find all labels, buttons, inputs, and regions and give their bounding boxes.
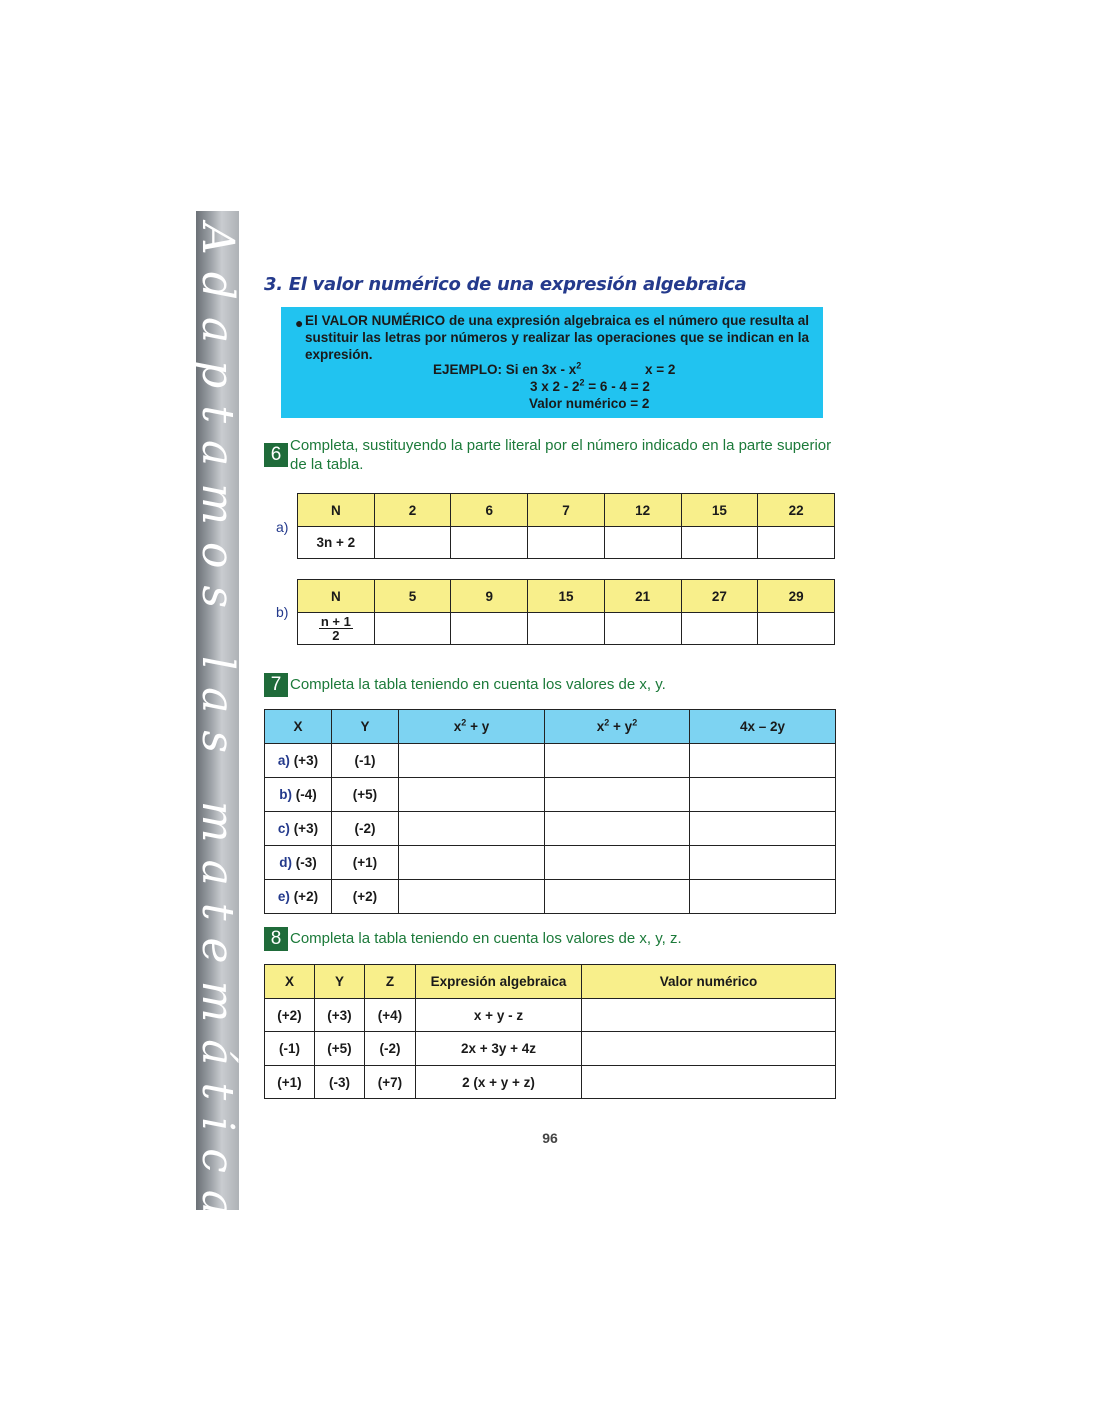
header-n: N bbox=[298, 580, 375, 613]
header-x: X bbox=[265, 710, 332, 744]
exercise-8-badge: 8 bbox=[264, 927, 288, 951]
answer-cell[interactable] bbox=[399, 812, 545, 846]
header-value: 12 bbox=[604, 494, 681, 527]
y-cell: (+5) bbox=[332, 778, 399, 812]
row-label: c) bbox=[277, 821, 290, 836]
x-cell bbox=[265, 778, 332, 812]
answer-cell[interactable] bbox=[582, 999, 836, 1032]
header-value: 21 bbox=[604, 580, 681, 613]
answer-cell[interactable] bbox=[545, 812, 690, 846]
answer-cell[interactable] bbox=[399, 846, 545, 880]
example-exponent: 2 bbox=[576, 360, 582, 371]
header-part: x bbox=[453, 719, 462, 734]
answer-cell[interactable] bbox=[545, 744, 690, 778]
header-value: 9 bbox=[451, 580, 528, 613]
header-part: + y bbox=[609, 719, 633, 734]
header-x2-plus-y bbox=[399, 710, 545, 744]
expression-cell: 2x + 3y + 4z bbox=[416, 1032, 582, 1066]
answer-cell[interactable] bbox=[545, 846, 690, 880]
exercise-6-instruction: Completa, sustituyendo la parte literal por el número indicado en la parte superior de la tabla. bbox=[290, 437, 832, 473]
calc-part-a: 3 x 2 - 2 bbox=[530, 379, 580, 394]
answer-cell[interactable] bbox=[374, 527, 451, 559]
header-value: 27 bbox=[681, 580, 758, 613]
header-expression: Expresión algebraica bbox=[416, 965, 582, 999]
side-band-text: Adaptamos las matemáticas bbox=[192, 223, 243, 1273]
x-cell bbox=[265, 812, 332, 846]
y-cell: (+2) bbox=[332, 880, 399, 914]
header-4x-minus-2y: 4x – 2y bbox=[690, 710, 836, 744]
header-exponent: 2 bbox=[461, 717, 467, 728]
answer-cell[interactable] bbox=[399, 778, 545, 812]
calc-part-b: = 6 - 4 = 2 bbox=[584, 379, 650, 394]
exercise-8-table bbox=[264, 964, 836, 1099]
answer-cell[interactable] bbox=[374, 613, 451, 645]
y-cell: (-3) bbox=[315, 1066, 365, 1099]
example-result: Valor numérico = 2 bbox=[529, 396, 650, 411]
header-part: x bbox=[596, 719, 605, 734]
answer-cell[interactable] bbox=[399, 880, 545, 914]
header-y: Y bbox=[332, 710, 399, 744]
expression-cell: 2 (x + y + z) bbox=[416, 1066, 582, 1099]
answer-cell[interactable] bbox=[690, 812, 836, 846]
z-cell: (+7) bbox=[365, 1066, 416, 1099]
exercise-7-badge: 7 bbox=[264, 673, 288, 697]
side-band bbox=[192, 211, 243, 1273]
x-cell: (+2) bbox=[265, 999, 315, 1032]
fraction-denominator: 2 bbox=[332, 627, 340, 643]
answer-cell[interactable] bbox=[604, 527, 681, 559]
x-value: (+3) bbox=[293, 821, 319, 836]
answer-cell[interactable] bbox=[528, 613, 605, 645]
answer-cell[interactable] bbox=[690, 778, 836, 812]
row-label: b) bbox=[279, 787, 292, 802]
fraction-expression-cell bbox=[298, 613, 375, 645]
fraction-numerator: n + 1 bbox=[320, 613, 351, 629]
header-value: 15 bbox=[528, 580, 605, 613]
x-cell bbox=[265, 744, 332, 778]
header-value: 15 bbox=[681, 494, 758, 527]
exercise-8-instruction: Completa la tabla teniendo en cuenta los valores de x, y, z. bbox=[290, 930, 682, 947]
y-cell: (-1) bbox=[332, 744, 399, 778]
answer-cell[interactable] bbox=[681, 527, 758, 559]
bullet-icon: ● bbox=[295, 315, 304, 331]
header-value: 5 bbox=[374, 580, 451, 613]
header-x: X bbox=[265, 965, 315, 999]
x-cell: (+1) bbox=[265, 1066, 315, 1099]
header-x2-plus-y2 bbox=[545, 710, 690, 744]
header-value: 7 bbox=[528, 494, 605, 527]
exercise-7-instruction: Completa la tabla teniendo en cuenta los valores de x, y. bbox=[290, 676, 666, 693]
exercise-6a-table bbox=[297, 493, 835, 559]
answer-cell[interactable] bbox=[451, 613, 528, 645]
example-x-value: x = 2 bbox=[645, 362, 676, 377]
header-value: 2 bbox=[374, 494, 451, 527]
answer-cell[interactable] bbox=[690, 846, 836, 880]
y-cell: (+5) bbox=[315, 1032, 365, 1066]
page-number: 96 bbox=[542, 1130, 558, 1146]
example-line bbox=[433, 362, 581, 377]
header-exponent: 2 bbox=[604, 717, 610, 728]
row-label: a) bbox=[277, 753, 290, 768]
definition-text: El VALOR NUMÉRICO de una expresión algebraica es el número que resulta al sustituir las letras por números y realizar las operaciones que se indican en la expresión. bbox=[305, 313, 809, 362]
header-value: 6 bbox=[451, 494, 528, 527]
answer-cell[interactable] bbox=[604, 613, 681, 645]
z-cell: (+4) bbox=[365, 999, 416, 1032]
exercise-7-table bbox=[264, 709, 836, 914]
example-label: EJEMPLO: Si en 3x - x bbox=[433, 362, 577, 377]
x-value: (+2) bbox=[293, 889, 319, 904]
x-value: (+3) bbox=[293, 753, 319, 768]
section-title: 3. El valor numérico de una expresión algebraica bbox=[264, 274, 747, 295]
answer-cell[interactable] bbox=[582, 1032, 836, 1066]
y-cell: (+3) bbox=[315, 999, 365, 1032]
answer-cell[interactable] bbox=[528, 527, 605, 559]
answer-cell[interactable] bbox=[681, 613, 758, 645]
exercise-6b-table bbox=[297, 579, 835, 645]
x-value: (-3) bbox=[295, 855, 317, 870]
header-value: 22 bbox=[758, 494, 835, 527]
header-exponent: 2 bbox=[632, 717, 638, 728]
answer-cell[interactable] bbox=[545, 880, 690, 914]
exercise-6a-label: a) bbox=[276, 519, 289, 535]
header-n: N bbox=[298, 494, 375, 527]
example-calculation bbox=[530, 379, 650, 394]
header-z: Z bbox=[365, 965, 416, 999]
header-y: Y bbox=[315, 965, 365, 999]
exercise-6-badge: 6 bbox=[264, 443, 288, 467]
y-cell: (-2) bbox=[332, 812, 399, 846]
x-cell bbox=[265, 846, 332, 880]
answer-cell[interactable] bbox=[451, 527, 528, 559]
x-cell bbox=[265, 880, 332, 914]
expression-cell: 3n + 2 bbox=[298, 527, 375, 559]
x-value: (-4) bbox=[295, 787, 317, 802]
row-label: d) bbox=[279, 855, 292, 870]
answer-cell[interactable] bbox=[690, 744, 836, 778]
definition-box bbox=[281, 307, 823, 418]
x-cell: (-1) bbox=[265, 1032, 315, 1066]
answer-cell[interactable] bbox=[582, 1066, 836, 1099]
expression-cell: x + y - z bbox=[416, 999, 582, 1032]
answer-cell[interactable] bbox=[758, 613, 835, 645]
header-part: + y bbox=[466, 719, 490, 734]
answer-cell[interactable] bbox=[758, 527, 835, 559]
exercise-6b-label: b) bbox=[276, 604, 289, 620]
header-value: 29 bbox=[758, 580, 835, 613]
fraction bbox=[319, 615, 353, 642]
row-label: e) bbox=[277, 889, 290, 904]
z-cell: (-2) bbox=[365, 1032, 416, 1066]
y-cell: (+1) bbox=[332, 846, 399, 880]
answer-cell[interactable] bbox=[399, 744, 545, 778]
answer-cell[interactable] bbox=[545, 778, 690, 812]
answer-cell[interactable] bbox=[690, 880, 836, 914]
calc-exponent: 2 bbox=[579, 377, 585, 388]
header-numeric-value: Valor numérico bbox=[582, 965, 836, 999]
